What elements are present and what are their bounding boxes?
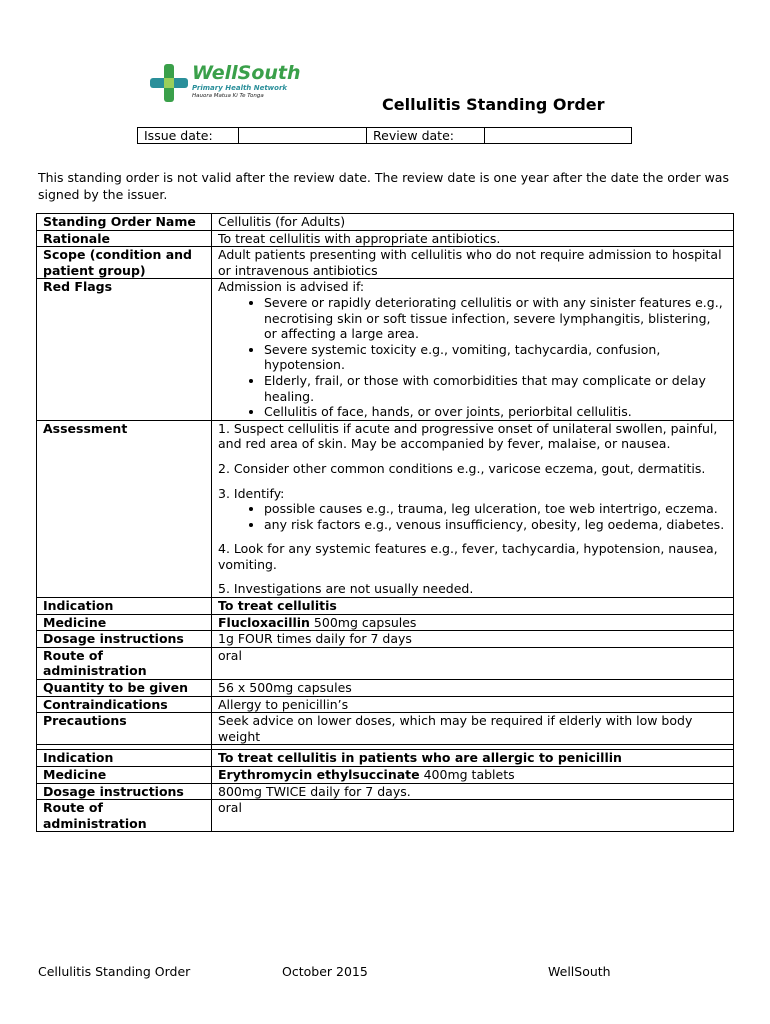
row-value: 800mg TWICE daily for 7 days. — [212, 783, 734, 800]
row-label: Dosage instructions — [37, 783, 212, 800]
assessment-step: 4. Look for any systemic features e.g., fever, tachycardia, hypotension, nausea, vomiting. — [218, 541, 718, 572]
row-label: Indication — [37, 750, 212, 767]
review-date-field[interactable] — [485, 128, 632, 144]
row-value: oral — [212, 800, 734, 832]
assessment-cell — [212, 420, 734, 597]
review-date-label: Review date: — [367, 128, 485, 144]
row-value: Seek advice on lower doses, which may be required if elderly with low body weight — [212, 713, 734, 745]
issue-date-label: Issue date: — [138, 128, 239, 144]
footer-org: WellSouth — [548, 964, 611, 979]
page-title: Cellulitis Standing Order — [382, 95, 605, 114]
table-row — [37, 767, 734, 784]
table-row — [37, 800, 734, 832]
assessment-step: 5. Investigations are not usually needed. — [218, 581, 474, 597]
red-flags-cell — [212, 279, 734, 420]
table-row — [37, 750, 734, 767]
row-label: Quantity to be given — [37, 680, 212, 697]
medicine-detail: 400mg tablets — [419, 767, 515, 782]
logo-brand: WellSouth — [192, 62, 301, 84]
row-value: Cellulitis (for Adults) — [212, 214, 734, 231]
medicine-detail: 500mg capsules — [309, 614, 417, 630]
table-row — [37, 214, 734, 231]
list-item: • possible causes e.g., trauma, leg ulceration, toe web intertrigo, eczema. — [264, 501, 727, 517]
table-row — [37, 614, 734, 631]
row-value: To treat cellulitis in patients who are allergic to penicillin — [212, 750, 734, 767]
table-row — [37, 647, 734, 679]
row-value: oral — [212, 647, 734, 679]
row-label: Red Flags — [37, 279, 212, 420]
list-item: • Elderly, frail, or those with comorbidities that may complicate or delay healing. — [264, 373, 727, 404]
row-label: Route of administration — [37, 800, 212, 832]
medicine-cell — [212, 614, 734, 631]
row-value: 56 x 500mg capsules — [212, 680, 734, 697]
medicine-cell — [212, 767, 734, 784]
issue-date-field[interactable] — [239, 128, 367, 144]
validity-notice: This standing order is not valid after the review date. The review date is one year after the date the order was signed by the issuer. — [38, 170, 729, 202]
row-label: Medicine — [37, 767, 212, 784]
table-row — [37, 783, 734, 800]
footer-left: Cellulitis Standing Order — [38, 964, 191, 979]
row-value: Allergy to penicillin’s — [212, 696, 734, 713]
list-item: • Severe systemic toxicity e.g., vomiting, tachycardia, confusion, hypotension. — [264, 342, 727, 373]
table-row — [37, 713, 734, 745]
row-value: To treat cellulitis with appropriate antibiotics. — [212, 230, 734, 247]
logo-subtitle: Primary Health Network — [192, 84, 288, 92]
wellsouth-logo-icon — [150, 62, 190, 104]
assessment-step: 2. Consider other common conditions e.g., varicose eczema, gout, dermatitis. — [218, 460, 706, 476]
footer-date: October 2015 — [282, 964, 368, 979]
row-label: Contraindications — [37, 696, 212, 713]
red-flags-intro: Admission is advised if: — [218, 279, 365, 295]
row-label: Scope (condition and patient group) — [37, 247, 212, 279]
row-label: Assessment — [37, 420, 212, 597]
row-label: Rationale — [37, 230, 212, 247]
dates-table — [137, 127, 632, 144]
table-row — [37, 631, 734, 648]
row-value: 1g FOUR times daily for 7 days — [212, 631, 734, 648]
medicine-name: Erythromycin ethylsuccinate — [218, 767, 420, 782]
table-row — [37, 279, 734, 420]
list-item: • Cellulitis of face, hands, or over joints, periorbital cellulitis. — [264, 404, 727, 420]
table-row — [37, 420, 734, 597]
medicine-name: Flucloxacillin — [218, 614, 310, 630]
table-row — [37, 680, 734, 697]
row-label: Precautions — [37, 713, 212, 745]
standing-order-table — [36, 213, 734, 832]
table-row — [37, 696, 734, 713]
assessment-step: 1. Suspect cellulitis if acute and progressive onset of unilateral swollen, painful, and red area of skin. May be accompanied by fever, malaise, or nausea. — [218, 420, 718, 452]
assessment-identify-list — [218, 501, 727, 532]
row-value: Adult patients presenting with cellulitis who do not require admission to hospital or intravenous antibiotics — [212, 247, 734, 279]
logo-text — [192, 62, 301, 100]
table-row — [37, 247, 734, 279]
assessment-step: 3. Identify: — [218, 485, 285, 501]
table-row — [37, 598, 734, 615]
logo-tagline: Hauora Matua Ki Te Tonga — [192, 93, 264, 99]
table-row — [37, 230, 734, 247]
row-label: Indication — [37, 598, 212, 615]
row-value: To treat cellulitis — [212, 598, 734, 615]
list-item: • Severe or rapidly deteriorating cellulitis or with any sinister features e.g., necrotising skin or soft tissue infection, severe lymphangitis, blistering, or affecting a large area. — [264, 295, 727, 342]
list-item: • any risk factors e.g., venous insufficiency, obesity, leg oedema, diabetes. — [264, 517, 727, 533]
row-label: Route of administration — [37, 647, 212, 679]
red-flags-list — [218, 295, 727, 420]
row-label: Dosage instructions — [37, 631, 212, 648]
row-label: Standing Order Name — [37, 214, 212, 231]
row-label: Medicine — [37, 614, 212, 631]
